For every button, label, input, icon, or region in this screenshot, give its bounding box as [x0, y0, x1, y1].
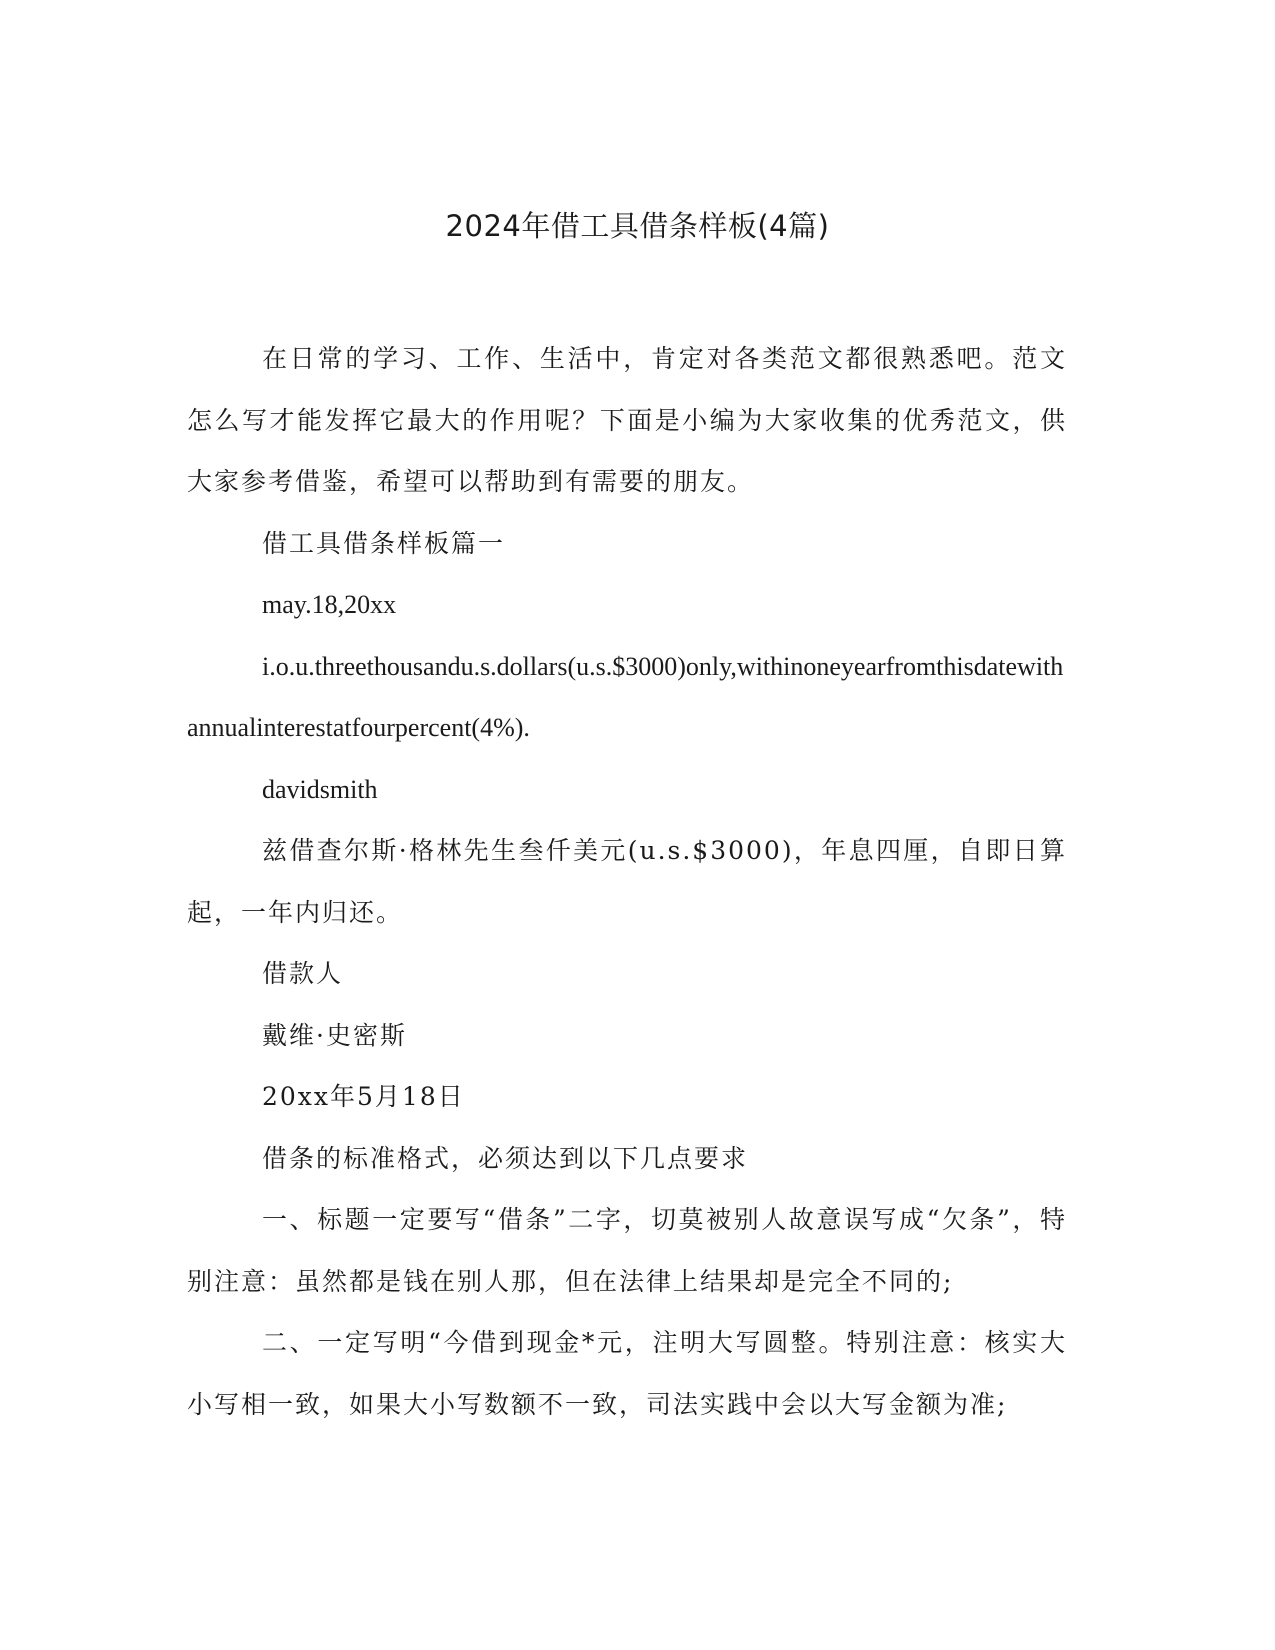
chinese-iou-text: 兹借查尔斯·格林先生叁仟美元(u.s.$3000)，年息四厘，自即日算起，一年内归还。 — [187, 836, 1067, 927]
section-heading-1: 借工具借条样板篇一 — [262, 528, 506, 558]
requirement-1: 一、标题一定要写“借条”二字，切莫被别人故意误写成“欠条”，特别注意：虽然都是钱在别人那，但在法律上结果却是完全不同的; — [187, 1205, 1067, 1296]
borrower-name: 戴维·史密斯 — [262, 1020, 407, 1050]
english-iou-text: i.o.u.threethousandu.s.dollars(u.s.$3000)only,withinoneyearfromthisdatewithannualinterestatfourpercent(4%). — [187, 651, 1064, 742]
document-body — [187, 328, 1067, 1435]
english-signature: davidsmith — [262, 774, 378, 804]
intro-paragraph: 在日常的学习、工作、生活中，肯定对各类范文都很熟悉吧。范文怎么写才能发挥它最大的作用呢？下面是小编为大家收集的优秀范文，供大家参考借鉴，希望可以帮助到有需要的朋友。 — [187, 344, 1067, 496]
format-requirements-heading: 借条的标准格式，必须达到以下几点要求 — [262, 1143, 749, 1173]
borrower-label: 借款人 — [262, 959, 344, 988]
requirement-2: 二、一定写明“今借到现金*元，注明大写圆整。特别注意：核实大小写相一致，如果大小写数额不一致，司法实践中会以大写金额为准; — [187, 1328, 1067, 1419]
document-title: 2024年借工具借条样板(4篇) — [445, 209, 830, 243]
chinese-date: 20xx年5月18日 — [262, 1082, 465, 1111]
english-date: may.18,20xx — [262, 590, 397, 619]
